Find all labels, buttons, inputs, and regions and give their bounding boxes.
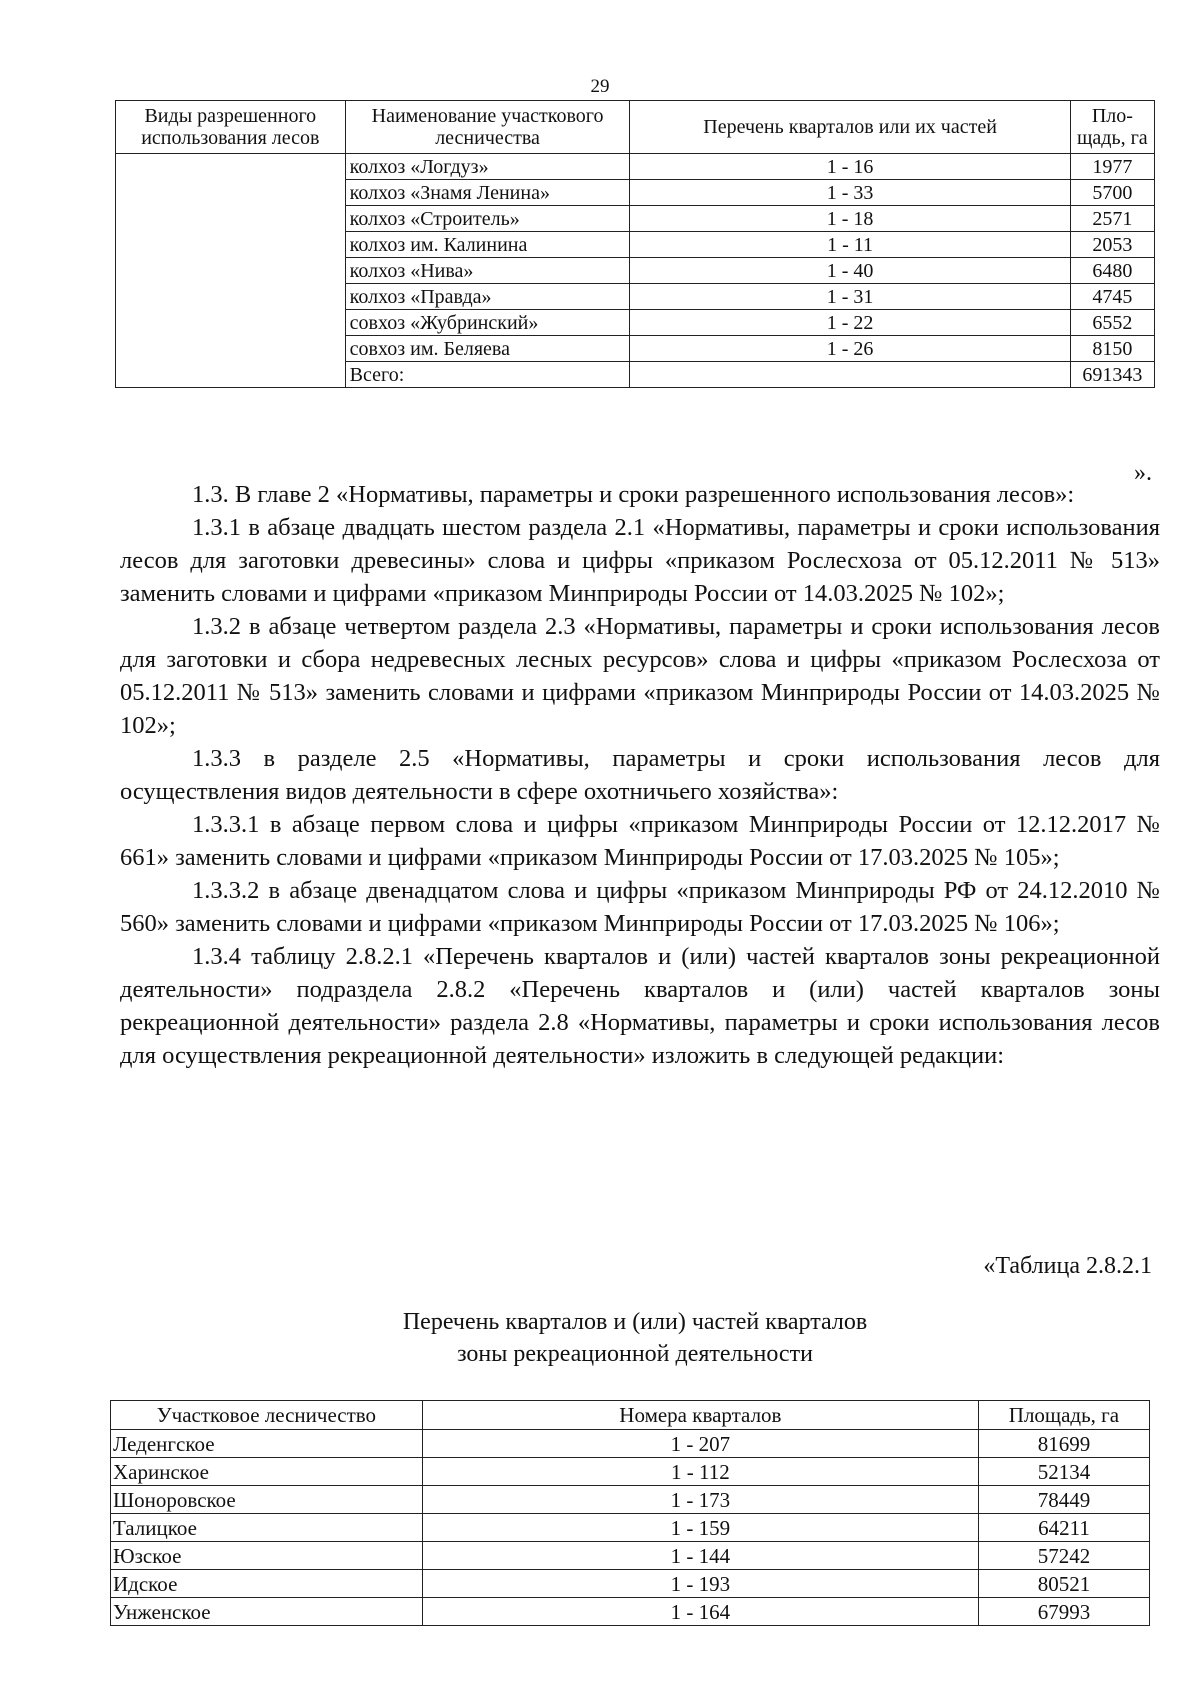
header-area: Пло-щадь, га: [1070, 101, 1154, 154]
quarters: 1 - 207: [422, 1430, 978, 1458]
page-number: 29: [590, 76, 610, 97]
area: 4745: [1070, 284, 1154, 310]
forest-use-table: [115, 100, 1155, 388]
forestry-name: колхоз «Строитель»: [345, 206, 630, 232]
table-row: [111, 1598, 1150, 1626]
header-area: Площадь, га: [978, 1401, 1149, 1430]
quarters: 1 - 22: [630, 310, 1070, 336]
quarters: 1 - 159: [422, 1514, 978, 1542]
area: 6480: [1070, 258, 1154, 284]
quarters: 1 - 193: [422, 1570, 978, 1598]
total-quarters: [630, 362, 1070, 388]
quarters: 1 - 144: [422, 1542, 978, 1570]
quarters: 1 - 16: [630, 154, 1070, 180]
area: 81699: [978, 1430, 1149, 1458]
paragraph-1-3: 1.3. В главе 2 «Нормативы, параметры и сроки разрешенного использования лесов»:: [192, 481, 1075, 508]
area: 80521: [978, 1570, 1149, 1598]
table-row: [111, 1430, 1150, 1458]
paragraph-1-3-3: 1.3.3 в разделе 2.5 «Нормативы, параметры и сроки использования лесов для осуществления видов деятельности в сфере охотничьего хозяйства»:: [120, 745, 1160, 805]
area: 2053: [1070, 232, 1154, 258]
forestry-name: совхоз им. Беляева: [345, 336, 630, 362]
paragraph-1-3-1: 1.3.1 в абзаце двадцать шестом раздела 2.1 «Нормативы, параметры и сроки использования лесов для заготовки древесины» слова и цифры «приказом Рослесхоза от 05.12.2011 № 513» заменить словами и цифрами «приказом Минприроды России от 14.03.2025 № 102»;: [120, 514, 1160, 607]
forestry-name: Талицкое: [111, 1514, 423, 1542]
use-type-cell: [116, 154, 346, 388]
forestry-name: колхоз «Нива»: [345, 258, 630, 284]
forestry-name: совхоз «Жубринский»: [345, 310, 630, 336]
forestry-name: Харинское: [111, 1458, 423, 1486]
forestry-name: Шоноровское: [111, 1486, 423, 1514]
total-area: 691343: [1070, 362, 1154, 388]
area: 78449: [978, 1486, 1149, 1514]
recreation-zone-table: [110, 1400, 1150, 1626]
table-row: [111, 1486, 1150, 1514]
header-quarter-numbers: Номера кварталов: [422, 1401, 978, 1430]
forestry-name: колхоз «Правда»: [345, 284, 630, 310]
table-row: [111, 1514, 1150, 1542]
amendment-text: [120, 478, 1160, 1072]
quarters: 1 - 112: [422, 1458, 978, 1486]
area: 52134: [978, 1458, 1149, 1486]
forestry-name: Унженское: [111, 1598, 423, 1626]
table-caption: «Таблица 2.8.2.1: [983, 1253, 1152, 1279]
closing-quote: ».: [1134, 460, 1152, 486]
forestry-name: Леденгское: [111, 1430, 423, 1458]
table-row: [111, 1458, 1150, 1486]
table-row: [111, 1542, 1150, 1570]
area: 57242: [978, 1542, 1149, 1570]
area: 6552: [1070, 310, 1154, 336]
quarters: 1 - 11: [630, 232, 1070, 258]
header-forestry: Участковое лесничество: [111, 1401, 423, 1430]
header-quarters-list: Перечень кварталов или их частей: [630, 101, 1070, 154]
paragraph-1-3-3-1: 1.3.3.1 в абзаце первом слова и цифры «приказом Минприроды России от 12.12.2017 № 661» заменить словами и цифрами «приказом Минприроды России от 17.03.2025 № 105»;: [120, 811, 1160, 871]
quarters: 1 - 173: [422, 1486, 978, 1514]
total-label: Всего:: [345, 362, 630, 388]
quarters: 1 - 40: [630, 258, 1070, 284]
quarters: 1 - 33: [630, 180, 1070, 206]
forestry-name: колхоз «Знамя Ленина»: [345, 180, 630, 206]
header-forestry-name: Наименование участкового лесничества: [345, 101, 630, 154]
table-row: [111, 1570, 1150, 1598]
area: 67993: [978, 1598, 1149, 1626]
quarters: 1 - 26: [630, 336, 1070, 362]
quarters: 1 - 31: [630, 284, 1070, 310]
area: 2571: [1070, 206, 1154, 232]
table-row: [116, 154, 1155, 180]
table-title-line-2: зоны рекреационной деятельности: [457, 1341, 813, 1367]
area: 64211: [978, 1514, 1149, 1542]
header-use-type: Виды разрешенного использования лесов: [116, 101, 346, 154]
forestry-name: Юзское: [111, 1542, 423, 1570]
paragraph-1-3-2: 1.3.2 в абзаце четвертом раздела 2.3 «Нормативы, параметры и сроки использования лесов для заготовки и сбора недревесных лесных ресурсов» слова и цифры «приказом Рослесхоза от 05.12.2011 № 513» заменить словами и цифрами «приказом Минприроды России от 14.03.2025 № 102»;: [120, 613, 1160, 739]
forestry-name: колхоз «Логдуз»: [345, 154, 630, 180]
area: 1977: [1070, 154, 1154, 180]
table-title: [0, 1306, 1200, 1370]
area: 5700: [1070, 180, 1154, 206]
forestry-name: колхоз им. Калинина: [345, 232, 630, 258]
paragraph-1-3-4: 1.3.4 таблицу 2.8.2.1 «Перечень кварталов и (или) частей кварталов зоны рекреационной деятельности» подраздела 2.8.2 «Перечень кварталов и (или) частей кварталов зоны рекреационной деятельности» раздела 2.8 «Нормативы, параметры и сроки использования лесов для осуществления рекреационной деятельности» изложить в следующей редакции:: [120, 943, 1160, 1069]
area: 8150: [1070, 336, 1154, 362]
table-title-line-1: Перечень кварталов и (или) частей кварталов: [402, 1309, 868, 1335]
quarters: 1 - 164: [422, 1598, 978, 1626]
forestry-name: Идское: [111, 1570, 423, 1598]
quarters: 1 - 18: [630, 206, 1070, 232]
paragraph-1-3-3-2: 1.3.3.2 в абзаце двенадцатом слова и цифры «приказом Минприроды РФ от 24.12.2010 № 560» заменить словами и цифрами «приказом Минприроды России от 17.03.2025 № 106»;: [120, 877, 1160, 937]
